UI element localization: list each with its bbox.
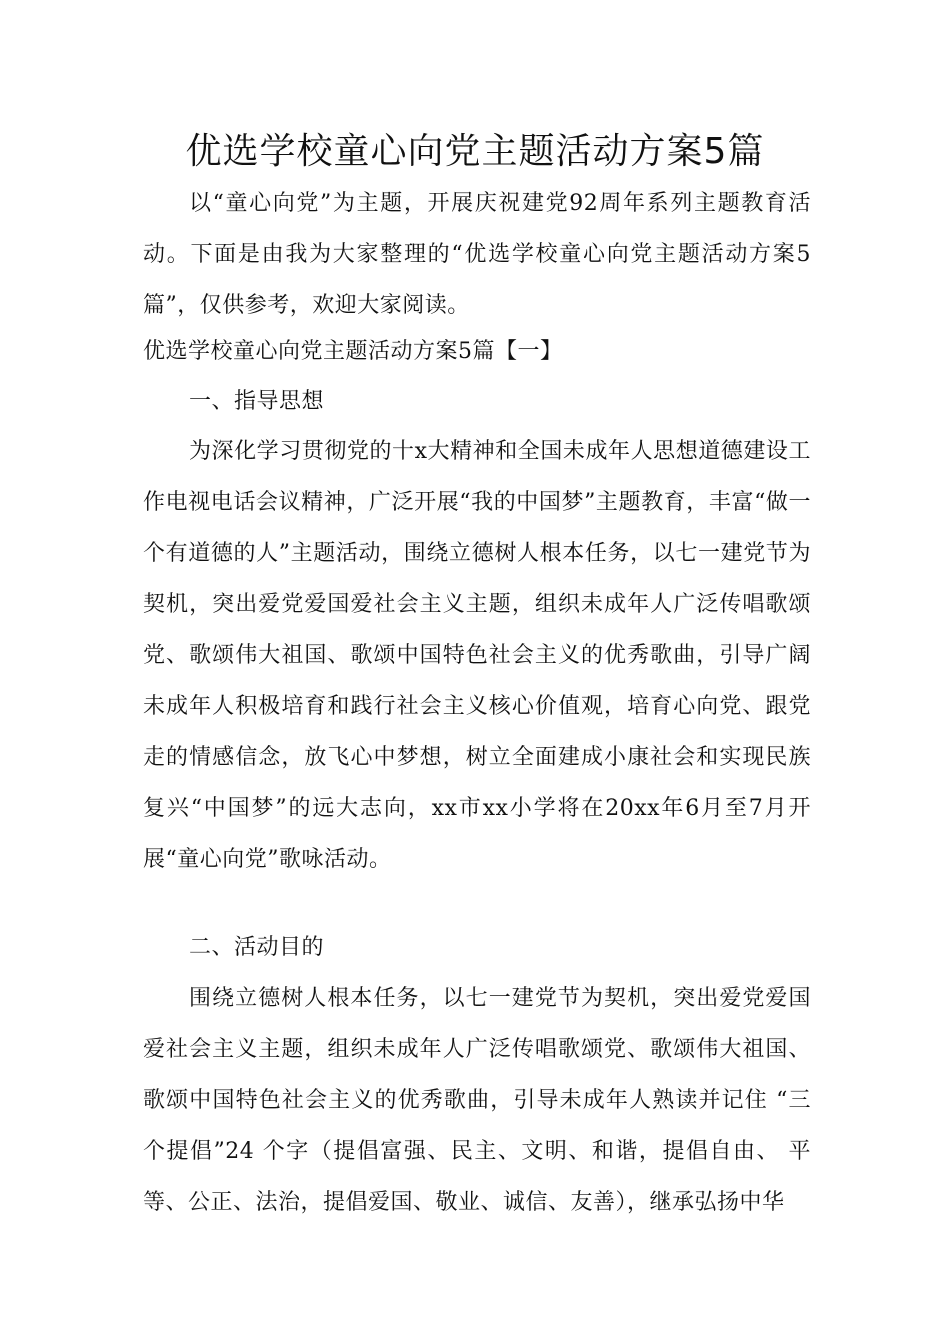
paragraph-activity-purpose: 围绕立德树人根本任务，以七一建党节为契机，突出爱党爱国爱社会主义主题，组织未成年人广泛传唱歌颂党、歌颂伟大祖国、歌颂中国特色社会主义的优秀歌曲，引导未成年人熟读并记住 “三个提倡”24 个字（提倡富强、民主、文明、和谐，提倡自由、 平等、公正、法治，提倡爱国、敬业、诚信、友善），继承弘扬中华	[143, 986, 811, 1215]
intro-paragraph: 以“童心向党”为主题，开展庆祝建党92周年系列主题教育活动。下面是由我为大家整理的“优选学校童心向党主题活动方案5篇”，仅供参考，欢迎大家阅读。	[143, 191, 811, 318]
heading-guiding-ideology: 一、指导思想	[189, 389, 325, 414]
section-title: 优选学校童心向党主题活动方案5篇【一】	[143, 339, 563, 364]
document-title: 优选学校童心向党主题活动方案5篇	[185, 131, 765, 172]
paragraph-guiding-ideology: 为深化学习贯彻党的十x大精神和全国未成年人思想道德建设工作电视电话会议精神，广泛开展“我的中国梦”主题教育，丰富“做一个有道德的人”主题活动，围绕立德树人根本任务，以七一建党节为契机，突出爱党爱国爱社会主义主题，组织未成年人广泛传唱歌颂党、歌颂伟大祖国、歌颂中国特色社会主义的优秀歌曲，引导广阔未成年人积极培育和践行社会主义核心价值观，培育心向党、跟党走的情感信念，放飞心中梦想，树立全面建成小康社会和实现民族复兴“中国梦”的远大志向，xx市xx小学将在20xx年6月至7月开展“童心向党”歌咏活动。	[143, 439, 811, 872]
heading-activity-purpose: 二、活动目的	[189, 935, 325, 960]
